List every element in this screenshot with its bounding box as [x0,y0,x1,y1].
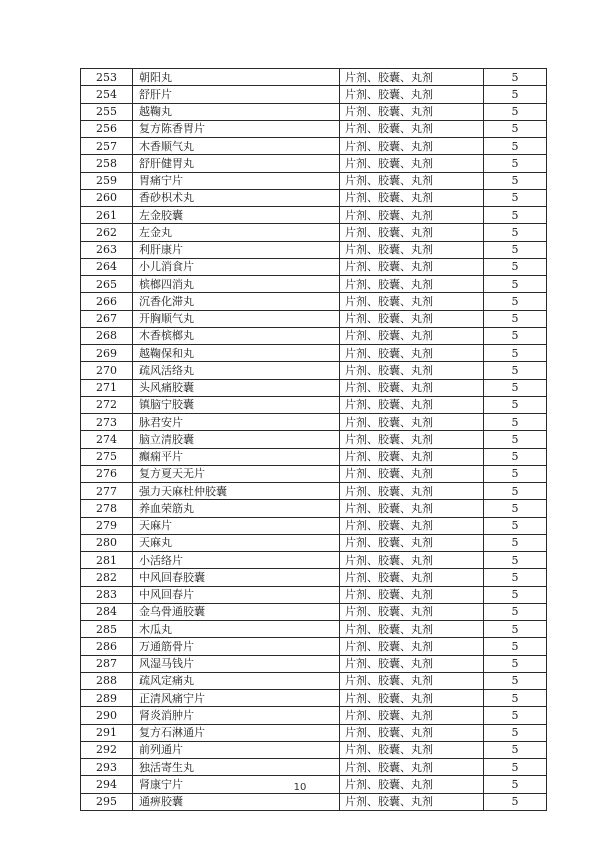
table-row [81,534,547,551]
table-row [81,621,547,638]
table-row [81,690,547,707]
drug-name-cell: 镇脑宁胶囊 [133,396,340,413]
value-cell: 5 [484,638,547,655]
dosage-form-cell: 片剂、胶囊、丸剂 [340,655,484,672]
table-row [81,517,547,534]
drug-name-cell: 小儿消食片 [133,258,340,275]
row-number-cell: 290 [81,707,133,724]
dosage-form-cell: 片剂、胶囊、丸剂 [340,276,484,293]
dosage-form-cell: 片剂、胶囊、丸剂 [340,362,484,379]
value-cell: 5 [484,207,547,224]
table-body [81,69,547,811]
row-number-cell: 256 [81,120,133,137]
dosage-form-cell: 片剂、胶囊、丸剂 [340,345,484,362]
dosage-form-cell: 片剂、胶囊、丸剂 [340,207,484,224]
dosage-form-cell: 片剂、胶囊、丸剂 [340,603,484,620]
table-row [81,465,547,482]
dosage-form-cell: 片剂、胶囊、丸剂 [340,189,484,206]
table-row [81,569,547,586]
table-row [81,707,547,724]
dosage-form-cell: 片剂、胶囊、丸剂 [340,500,484,517]
dosage-form-cell: 片剂、胶囊、丸剂 [340,465,484,482]
dosage-form-cell: 片剂、胶囊、丸剂 [340,534,484,551]
table-row [81,586,547,603]
table-row [81,155,547,172]
value-cell: 5 [484,793,547,810]
value-cell: 5 [484,431,547,448]
drug-name-cell: 脉君安片 [133,414,340,431]
table-row [81,241,547,258]
dosage-form-cell: 片剂、胶囊、丸剂 [340,621,484,638]
drug-name-cell: 复方夏天无片 [133,465,340,482]
value-cell: 5 [484,586,547,603]
dosage-form-cell: 片剂、胶囊、丸剂 [340,120,484,137]
dosage-form-cell: 片剂、胶囊、丸剂 [340,741,484,758]
dosage-form-cell: 片剂、胶囊、丸剂 [340,638,484,655]
value-cell: 5 [484,396,547,413]
value-cell: 5 [484,120,547,137]
dosage-form-cell: 片剂、胶囊、丸剂 [340,483,484,500]
drug-name-cell: 疏风定痛丸 [133,672,340,689]
drug-name-cell: 木瓜丸 [133,621,340,638]
row-number-cell: 282 [81,569,133,586]
drug-name-cell: 天麻片 [133,517,340,534]
value-cell: 5 [484,86,547,103]
value-cell: 5 [484,172,547,189]
value-cell: 5 [484,241,547,258]
row-number-cell: 253 [81,69,133,86]
value-cell: 5 [484,362,547,379]
table-row [81,189,547,206]
dosage-form-cell: 片剂、胶囊、丸剂 [340,138,484,155]
dosage-form-cell: 片剂、胶囊、丸剂 [340,569,484,586]
drug-name-cell: 沉香化滞丸 [133,293,340,310]
row-number-cell: 293 [81,759,133,776]
value-cell: 5 [484,189,547,206]
row-number-cell: 255 [81,103,133,120]
table-row [81,759,547,776]
drug-name-cell: 木香槟榔丸 [133,327,340,344]
row-number-cell: 260 [81,189,133,206]
value-cell: 5 [484,345,547,362]
value-cell: 5 [484,724,547,741]
row-number-cell: 263 [81,241,133,258]
row-number-cell: 259 [81,172,133,189]
dosage-form-cell: 片剂、胶囊、丸剂 [340,793,484,810]
row-number-cell: 261 [81,207,133,224]
dosage-form-cell: 片剂、胶囊、丸剂 [340,707,484,724]
row-number-cell: 278 [81,500,133,517]
value-cell: 5 [484,603,547,620]
drug-name-cell: 左金胶囊 [133,207,340,224]
table-row [81,379,547,396]
row-number-cell: 277 [81,483,133,500]
row-number-cell: 274 [81,431,133,448]
value-cell: 5 [484,69,547,86]
dosage-form-cell: 片剂、胶囊、丸剂 [340,86,484,103]
page-number: 10 [293,782,307,793]
value-cell: 5 [484,552,547,569]
value-cell: 5 [484,707,547,724]
value-cell: 5 [484,500,547,517]
dosage-form-cell: 片剂、胶囊、丸剂 [340,258,484,275]
row-number-cell: 267 [81,310,133,327]
table-row [81,327,547,344]
table-row [81,672,547,689]
row-number-cell: 289 [81,690,133,707]
value-cell: 5 [484,655,547,672]
dosage-form-cell: 片剂、胶囊、丸剂 [340,224,484,241]
row-number-cell: 266 [81,293,133,310]
table-row [81,69,547,86]
dosage-form-cell: 片剂、胶囊、丸剂 [340,517,484,534]
value-cell: 5 [484,224,547,241]
table-row [81,207,547,224]
dosage-form-cell: 片剂、胶囊、丸剂 [340,396,484,413]
row-number-cell: 279 [81,517,133,534]
value-cell: 5 [484,310,547,327]
drug-name-cell: 肾康宁片 [133,776,340,793]
dosage-form-cell: 片剂、胶囊、丸剂 [340,241,484,258]
row-number-cell: 284 [81,603,133,620]
drug-name-cell: 越鞠保和丸 [133,345,340,362]
dosage-form-cell: 片剂、胶囊、丸剂 [340,552,484,569]
row-number-cell: 268 [81,327,133,344]
row-number-cell: 287 [81,655,133,672]
drug-name-cell: 养血荣筋丸 [133,500,340,517]
drug-name-cell: 天麻丸 [133,534,340,551]
row-number-cell: 269 [81,345,133,362]
value-cell: 5 [484,741,547,758]
table-row [81,172,547,189]
drug-name-cell: 木香顺气丸 [133,138,340,155]
table-row [81,793,547,810]
dosage-form-cell: 片剂、胶囊、丸剂 [340,776,484,793]
drug-name-cell: 胃痛宁片 [133,172,340,189]
drug-name-cell: 舒肝片 [133,86,340,103]
table-row [81,224,547,241]
row-number-cell: 271 [81,379,133,396]
drug-name-cell: 万通筋骨片 [133,638,340,655]
dosage-form-cell: 片剂、胶囊、丸剂 [340,69,484,86]
row-number-cell: 295 [81,793,133,810]
row-number-cell: 292 [81,741,133,758]
row-number-cell: 286 [81,638,133,655]
row-number-cell: 270 [81,362,133,379]
dosage-form-cell: 片剂、胶囊、丸剂 [340,724,484,741]
drug-name-cell: 小活络片 [133,552,340,569]
value-cell: 5 [484,621,547,638]
value-cell: 5 [484,690,547,707]
row-number-cell: 264 [81,258,133,275]
value-cell: 5 [484,776,547,793]
table-row [81,276,547,293]
table-row [81,655,547,672]
dosage-form-cell: 片剂、胶囊、丸剂 [340,155,484,172]
dosage-form-cell: 片剂、胶囊、丸剂 [340,690,484,707]
value-cell: 5 [484,293,547,310]
table-row [81,448,547,465]
dosage-form-cell: 片剂、胶囊、丸剂 [340,586,484,603]
drug-name-cell: 朝阳丸 [133,69,340,86]
value-cell: 5 [484,379,547,396]
row-number-cell: 283 [81,586,133,603]
drug-name-cell: 脑立清胶囊 [133,431,340,448]
row-number-cell: 291 [81,724,133,741]
drug-name-cell: 金乌骨通胶囊 [133,603,340,620]
dosage-form-cell: 片剂、胶囊、丸剂 [340,293,484,310]
row-number-cell: 281 [81,552,133,569]
drug-name-cell: 中风回春胶囊 [133,569,340,586]
value-cell: 5 [484,138,547,155]
value-cell: 5 [484,414,547,431]
drug-name-cell: 疏风活络丸 [133,362,340,379]
dosage-form-cell: 片剂、胶囊、丸剂 [340,172,484,189]
dosage-form-cell: 片剂、胶囊、丸剂 [340,103,484,120]
row-number-cell: 257 [81,138,133,155]
row-number-cell: 276 [81,465,133,482]
drug-name-cell: 舒肝健胃丸 [133,155,340,172]
value-cell: 5 [484,569,547,586]
value-cell: 5 [484,327,547,344]
table-row [81,396,547,413]
value-cell: 5 [484,534,547,551]
table-row [81,552,547,569]
dosage-form-cell: 片剂、胶囊、丸剂 [340,310,484,327]
table-row [81,431,547,448]
table-row [81,120,547,137]
drug-name-cell: 头风痛胶囊 [133,379,340,396]
drug-name-cell: 通痹胶囊 [133,793,340,810]
value-cell: 5 [484,672,547,689]
dosage-form-cell: 片剂、胶囊、丸剂 [340,414,484,431]
drug-name-cell: 利肝康片 [133,241,340,258]
dosage-form-cell: 片剂、胶囊、丸剂 [340,672,484,689]
table-row [81,138,547,155]
table-row [81,724,547,741]
drug-name-cell: 肾炎消肿片 [133,707,340,724]
drug-name-cell: 前列通片 [133,741,340,758]
drug-name-cell: 越鞠丸 [133,103,340,120]
value-cell: 5 [484,448,547,465]
table-row [81,638,547,655]
dosage-form-cell: 片剂、胶囊、丸剂 [340,431,484,448]
drug-name-cell: 开胸顺气丸 [133,310,340,327]
table-row [81,293,547,310]
dosage-form-cell: 片剂、胶囊、丸剂 [340,379,484,396]
row-number-cell: 272 [81,396,133,413]
value-cell: 5 [484,258,547,275]
drug-name-cell: 复方石淋通片 [133,724,340,741]
drug-name-cell: 左金丸 [133,224,340,241]
table-row [81,362,547,379]
value-cell: 5 [484,155,547,172]
row-number-cell: 285 [81,621,133,638]
table-row [81,741,547,758]
dosage-form-cell: 片剂、胶囊、丸剂 [340,327,484,344]
drug-name-cell: 癫痫平片 [133,448,340,465]
table-row [81,345,547,362]
drug-name-cell: 正清风痛宁片 [133,690,340,707]
table-row [81,500,547,517]
value-cell: 5 [484,483,547,500]
row-number-cell: 262 [81,224,133,241]
value-cell: 5 [484,103,547,120]
row-number-cell: 273 [81,414,133,431]
value-cell: 5 [484,276,547,293]
dosage-form-cell: 片剂、胶囊、丸剂 [340,448,484,465]
row-number-cell: 280 [81,534,133,551]
drug-name-cell: 香砂枳术丸 [133,189,340,206]
dosage-form-cell: 片剂、胶囊、丸剂 [340,759,484,776]
table-row [81,483,547,500]
row-number-cell: 288 [81,672,133,689]
value-cell: 5 [484,465,547,482]
value-cell: 5 [484,517,547,534]
drug-name-cell: 强力天麻杜仲胶囊 [133,483,340,500]
table-row [81,103,547,120]
drug-name-cell: 中风回春片 [133,586,340,603]
row-number-cell: 275 [81,448,133,465]
drug-list-table [80,68,547,811]
table-row [81,603,547,620]
table-row [81,258,547,275]
table-row [81,86,547,103]
row-number-cell: 294 [81,776,133,793]
drug-name-cell: 复方陈香胃片 [133,120,340,137]
drug-name-cell: 槟榔四消丸 [133,276,340,293]
drug-name-cell: 独活寄生丸 [133,759,340,776]
row-number-cell: 265 [81,276,133,293]
table-row [81,310,547,327]
row-number-cell: 258 [81,155,133,172]
drug-name-cell: 风湿马钱片 [133,655,340,672]
row-number-cell: 254 [81,86,133,103]
table-row [81,414,547,431]
value-cell: 5 [484,759,547,776]
